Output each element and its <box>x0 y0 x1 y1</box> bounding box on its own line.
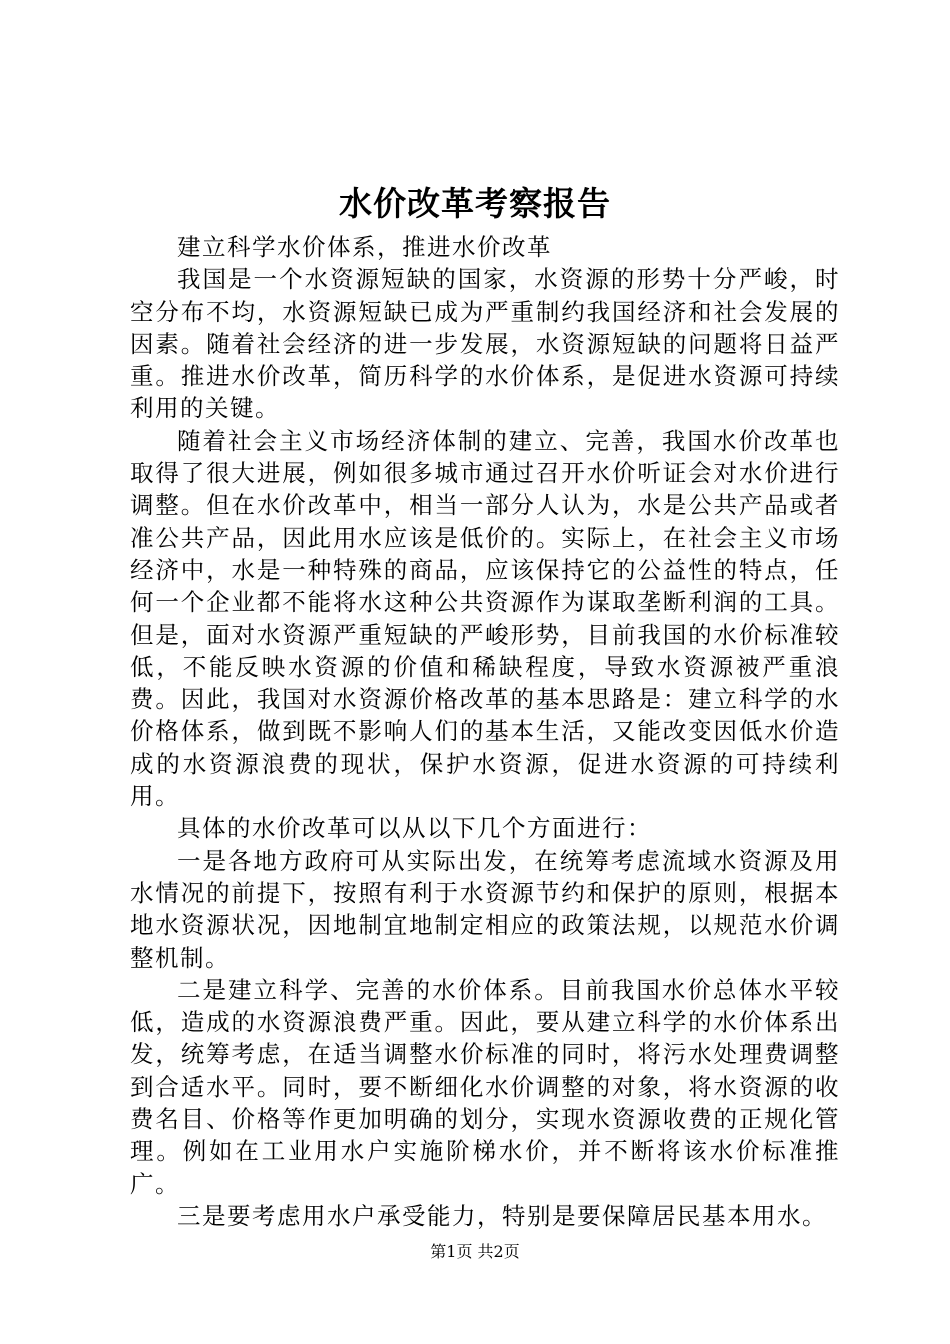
page-number-footer: 第1页 共2页 <box>430 1242 520 1261</box>
body-paragraph: 具体的水价改革可以从以下几个方面进行： <box>177 814 652 843</box>
body-paragraph: 三是要考虑用水户承受能力，特别是要保障居民基本用水。 <box>177 1201 827 1230</box>
document-body <box>130 231 840 1232</box>
body-paragraph: 随着社会主义市场经济体制的建立、完善，我国水价改革也取得了很大进展，例如很多城市通过召开水价听证会对水价进行调整。但在水价改革中，相当一部分人认为，水是公共产品或者准公共产品，因此用水应该是低价的。实际上，在社会主义市场经济中，水是一种特殊的商品，应该保持它的公益性的特点，任何一个企业都不能将水这种公共资源作为谋取垄断利润的工具。但是，面对水资源严重短缺的严峻形势，目前我国的水价标准较低，不能反映水资源的价值和稀缺程度，导致水资源被严重浪费。因此，我国对水资源价格改革的基本思路是：建立科学的水价格体系，做到既不影响人们的基本生活，又能改变因低水价造成的水资源浪费的现状，保护水资源，促进水资源的可持续利用。 <box>130 426 840 811</box>
body-paragraph: 一是各地方政府可从实际出发，在统筹考虑流域水资源及用水情况的前提下，按照有利于水资源节约和保护的原则，根据本地水资源状况，因地制宜地制定相应的政策法规，以规范水价调整机制。 <box>130 846 840 972</box>
body-paragraph: 二是建立科学、完善的水价体系。目前我国水价总体水平较低，造成的水资源浪费严重。因此，要从建立科学的水价体系出发，统筹考虑，在适当调整水价标准的同时，将污水处理费调整到合适水平。同时，要不断细化水价调整的对象，将水资源的收费名目、价格等作更加明确的划分，实现水资源收费的正规化管理。例如在工业用水户实施阶梯水价，并不断将该水价标准推广。 <box>130 975 840 1198</box>
document-title: 水价改革考察报告 <box>339 184 611 223</box>
subtitle-paragraph: 建立科学水价体系，推进水价改革 <box>177 233 552 261</box>
body-paragraph: 我国是一个水资源短缺的国家，水资源的形势十分严峻，时空分布不均，水资源短缺已成为严重制约我国经济和社会发展的因素。随着社会经济的进一步发展，水资源短缺的问题将日益严重。推进水价改革，简历科学的水价体系，是促进水资源可持续利用的关键。 <box>130 265 840 423</box>
